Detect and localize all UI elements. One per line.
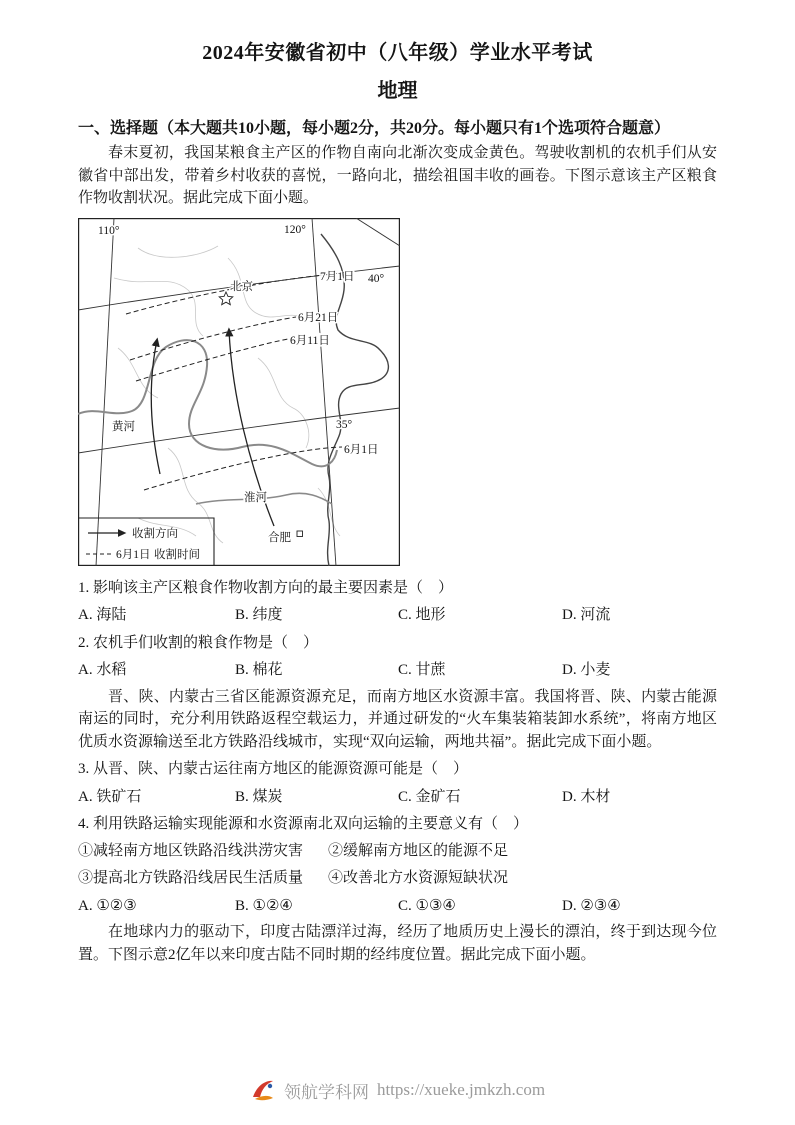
option-1a: A. 海陆: [78, 607, 127, 623]
site-logo-icon: [250, 1077, 276, 1103]
legend-time-label: 收割时间: [154, 548, 200, 561]
label-date-jul1: 7月1日: [320, 270, 355, 283]
watermark-url: https://xueke.jmkzh.com: [376, 1080, 546, 1099]
option-1c: C. 地形: [398, 607, 446, 623]
question-1-options: [78, 604, 717, 627]
option-2b: B. 棉花: [235, 662, 283, 678]
question-3: [78, 758, 717, 781]
label-lat-35: 35°: [336, 418, 353, 431]
label-lon-120: 120°: [284, 223, 306, 236]
question-2-options: [78, 659, 717, 682]
label-lat-40: 40°: [368, 272, 385, 285]
option-2a: A. 水稻: [78, 662, 127, 678]
label-yellow-river: 黄河: [112, 420, 135, 433]
question-3-options: [78, 786, 717, 809]
option-1d: D. 河流: [562, 607, 611, 623]
question-4-number: 4.: [78, 816, 90, 832]
subitem-3: ③提高北方铁路沿线居民生活质量: [78, 870, 304, 886]
label-hefei: 合肥: [268, 531, 291, 544]
map-figure: [78, 218, 400, 571]
option-2d: D. 小麦: [562, 662, 611, 678]
question-4: [78, 813, 717, 836]
label-huai-river: 淮河: [244, 491, 267, 504]
label-date-jun21: 6月21日: [298, 311, 339, 324]
watermark-footer: [0, 1077, 795, 1103]
option-4a: A. ①②③: [78, 897, 137, 914]
label-date-jun1: 6月1日: [344, 443, 379, 456]
option-2c: C. 甘蔗: [398, 662, 446, 678]
question-4-options: [78, 895, 717, 918]
option-3c: C. 金矿石: [398, 788, 461, 805]
question-3-number: 3.: [78, 761, 90, 777]
option-4b: B. ①②④: [235, 897, 293, 914]
harvest-map: [78, 218, 400, 566]
question-2-number: 2.: [78, 634, 90, 651]
label-lon-110: 110°: [98, 224, 120, 237]
option-4c: C. ①③④: [398, 897, 456, 914]
question-1-stem: 影响该主产区粮食作物收割方向的最主要因素是（ ）: [93, 579, 454, 596]
question-4-stem: 利用铁路运输实现能源和水资源南北双向运输的主要意义有（ ）: [93, 816, 529, 832]
question-4-subitems: [78, 840, 717, 890]
hefei-marker-icon: [297, 531, 303, 537]
question-1-number: 1.: [78, 579, 90, 596]
option-3b: B. 煤炭: [235, 788, 283, 805]
passage-3: 在地球内力的驱动下，印度古陆漂洋过海，经历了地质历史上漫长的漂泊，终于到达现今位置。下图示意2亿年以来印度古陆不同时期的经纬度位置。据此完成下面小题。: [78, 924, 717, 963]
passage-1: 春末夏初，我国某粮食主产区的作物自南向北渐次变成金黄色。驾驶收割机的农机手们从安徽省中部出发，带着乡村收获的喜悦，一路向北，描绘祖国丰收的画卷。下图示意该主产区粮食作物收割状况。据此完成下面小题。: [78, 145, 717, 206]
option-4d: D. ②③④: [562, 897, 621, 914]
subitem-2: ②缓解南方地区的能源不足: [328, 842, 509, 859]
passage-2: 晋、陕、内蒙古三省区能源资源充足，而南方地区水资源丰富。我国将晋、陕、内蒙古能源南运的同时，充分利用铁路返程空载运力，并通过研发的“火车集装箱装卸水系统”，将南方地区优质水资源输送至北方铁路沿线城市，实现“双向运输，两地共福”。据此完成下面小题。: [78, 688, 717, 750]
question-2: [78, 632, 717, 655]
subitem-1: ①减轻南方地区铁路沿线洪涝灾害: [78, 842, 304, 859]
legend-direction-label: 收割方向: [132, 527, 178, 540]
label-date-jun11: 6月11日: [290, 334, 330, 347]
legend-time-sample-label: 6月1日: [116, 548, 151, 561]
section-heading: 一、选择题（本大题共10小题，每小题2分，共20分。每小题只有1个选项符合题意）: [78, 120, 671, 137]
question-2-stem: 农机手们收割的粮食作物是（ ）: [93, 634, 319, 651]
option-1b: B. 纬度: [235, 607, 283, 623]
watermark-site-name: 领航学科网: [283, 1082, 369, 1102]
subitem-4: ④改善北方水资源短缺状况: [328, 870, 509, 886]
question-1: [78, 577, 717, 600]
option-3a: A. 铁矿石: [78, 788, 142, 805]
question-3-stem: 从晋、陕、内蒙古运往南方地区的能源资源可能是（ ）: [93, 761, 469, 777]
subject-title: 地理: [377, 80, 418, 102]
option-3d: D. 木材: [562, 788, 611, 805]
page-title: 2024年安徽省初中（八年级）学业水平考试: [202, 42, 593, 64]
label-beijing: 北京: [230, 280, 253, 293]
